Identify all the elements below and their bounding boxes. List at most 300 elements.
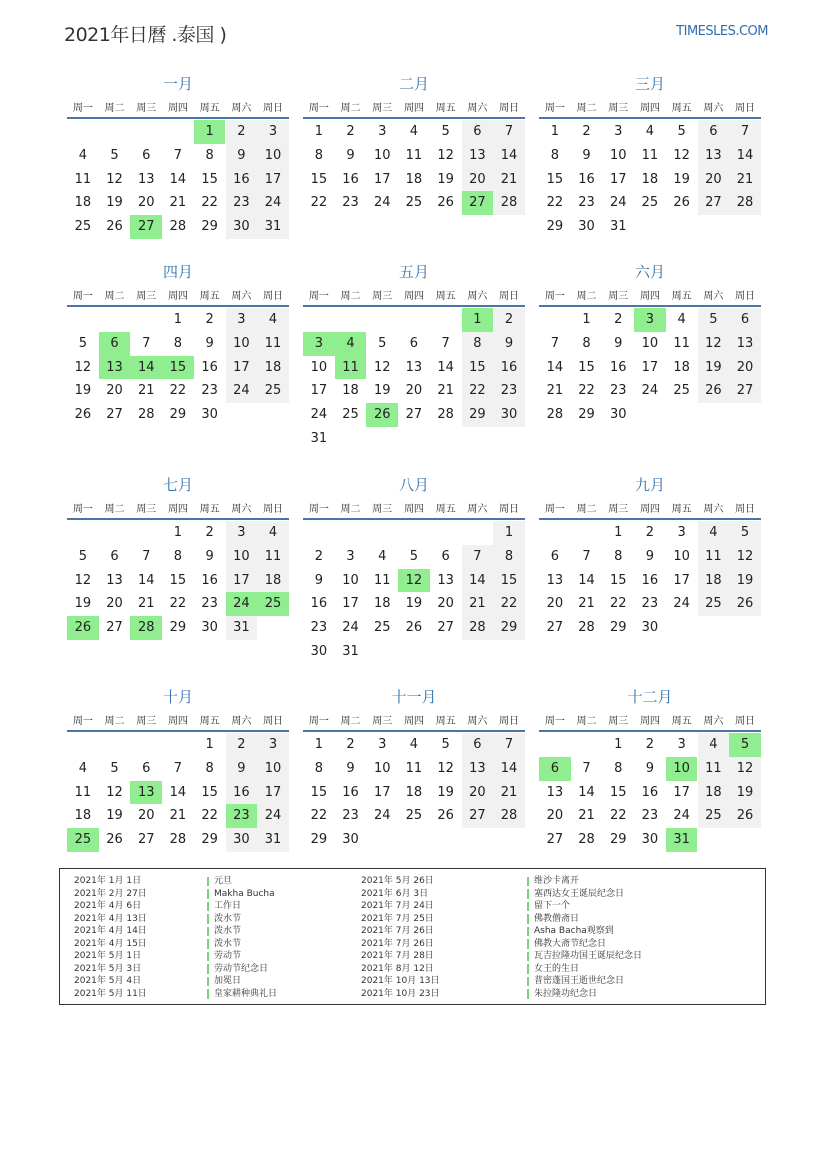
- weekday-label: 周五: [671, 103, 692, 114]
- weekday-label: 周二: [576, 291, 597, 302]
- holiday-day-cell: 25: [67, 828, 99, 852]
- day-cell: 4: [698, 521, 730, 545]
- day-cell: 15: [201, 171, 218, 187]
- day-cell: 2: [226, 120, 258, 144]
- day-cell: 10: [226, 332, 258, 356]
- day-cell: 12: [74, 359, 92, 375]
- weekday-label: 周五: [435, 504, 456, 515]
- day-cell: 22: [609, 808, 627, 824]
- weekday-header: [67, 712, 289, 728]
- weekday-label: 周三: [608, 103, 629, 114]
- legend-holiday-name: 皇家耕种典礼日: [207, 988, 277, 1001]
- day-cell: 1: [582, 312, 591, 327]
- day-cell: 9: [582, 147, 591, 163]
- day-cell: 15: [169, 572, 187, 588]
- day-cell: 23: [342, 195, 359, 211]
- day-cell: 16: [342, 784, 359, 800]
- day-cell: 5: [110, 760, 119, 776]
- day-cell: 13: [698, 144, 730, 168]
- legend-holiday-name: Makha Bucha: [207, 888, 277, 901]
- day-cell: 8: [205, 760, 214, 776]
- day-cell: 2: [346, 124, 355, 139]
- weekday-label: 周一: [544, 504, 565, 515]
- day-cell: 2: [314, 548, 323, 564]
- day-cell: 27: [546, 832, 564, 848]
- header-rule: [539, 518, 761, 520]
- day-cell: 21: [169, 195, 187, 211]
- day-cell: 26: [106, 832, 123, 848]
- day-cell: 4: [378, 548, 387, 564]
- legend-date: 2021年 5月 4日: [74, 976, 142, 986]
- weekday-label: 周日: [735, 716, 756, 727]
- legend-date: 2021年 7月 28日: [361, 951, 434, 961]
- day-cell: 16: [493, 356, 525, 380]
- day-cell: 16: [201, 572, 218, 588]
- weekday-label: 周五: [199, 716, 220, 727]
- day-cell: 20: [546, 808, 564, 824]
- holiday-day-cell: 23: [226, 804, 258, 828]
- day-cell: 30: [201, 407, 218, 423]
- header-rule: [539, 730, 761, 732]
- weekday-label: 周一: [544, 103, 565, 114]
- holiday-day-cell: 3: [634, 308, 666, 332]
- day-cell: 12: [373, 359, 391, 375]
- day-cell: 21: [578, 808, 595, 824]
- day-cell: 20: [405, 383, 423, 399]
- holiday-day-cell: 5: [729, 733, 761, 757]
- day-cell: 12: [698, 332, 730, 356]
- day-cell: 1: [173, 312, 183, 327]
- weekday-header: [67, 500, 289, 516]
- month-name: 六月: [634, 263, 665, 281]
- legend-date: 2021年 8月 12日: [361, 963, 434, 974]
- day-cell: 14: [493, 757, 525, 781]
- day-cell: 20: [106, 383, 123, 399]
- day-cell: 18: [373, 596, 391, 612]
- day-cell: 3: [614, 124, 623, 139]
- weekday-label: 周日: [735, 103, 756, 114]
- weekday-header: [303, 712, 525, 728]
- day-cell: 3: [226, 308, 258, 332]
- month-name: 十一月: [391, 688, 437, 706]
- day-cell: 24: [641, 383, 659, 399]
- day-cell: 18: [405, 171, 423, 187]
- day-cell: 14: [437, 359, 454, 375]
- legend-date: 2021年 4月 6日: [74, 901, 142, 911]
- weekday-label: 周三: [136, 103, 157, 114]
- weekday-label: 周六: [703, 504, 724, 515]
- day-cell: 26: [74, 407, 92, 423]
- day-cell: 4: [78, 147, 87, 163]
- day-cell: 4: [677, 312, 686, 327]
- day-cell: 7: [462, 545, 494, 569]
- day-cell: 21: [137, 596, 155, 612]
- weekday-label: 周日: [735, 504, 756, 515]
- day-cell: 17: [373, 784, 391, 800]
- month-name: 十二月: [627, 688, 673, 706]
- day-cell: 2: [582, 124, 591, 139]
- day-cell: 8: [173, 335, 183, 351]
- day-cell: 4: [698, 733, 730, 757]
- day-cell: 8: [462, 332, 494, 356]
- weekday-label: 周五: [435, 716, 456, 727]
- legend-dates-left: [74, 875, 147, 1000]
- holiday-day-cell: 14: [130, 356, 162, 380]
- day-cell: 14: [729, 144, 761, 168]
- day-cell: 8: [205, 147, 214, 163]
- header-rule: [539, 117, 761, 119]
- day-cell: 21: [137, 383, 155, 399]
- weekday-label: 周二: [576, 103, 597, 114]
- legend-holiday-name: 佛教僧斋日: [527, 913, 642, 926]
- day-cell: 17: [641, 359, 659, 375]
- day-cell: 29: [169, 407, 187, 423]
- day-cell: 16: [641, 784, 659, 800]
- header-rule: [303, 518, 525, 520]
- day-cell: 9: [226, 144, 258, 168]
- weekday-label: 周六: [231, 716, 252, 727]
- month-name: 三月: [634, 75, 665, 93]
- day-cell: 9: [645, 548, 655, 564]
- day-cell: 12: [437, 760, 454, 776]
- day-cell: 17: [226, 356, 258, 380]
- day-cell: 19: [74, 383, 92, 399]
- month-name: 五月: [398, 263, 429, 281]
- weekday-label: 周六: [231, 103, 252, 114]
- weekday-label: 周三: [608, 716, 629, 727]
- weekday-label: 周二: [104, 504, 125, 515]
- day-cell: 29: [493, 616, 525, 640]
- day-cell: 7: [173, 760, 183, 776]
- day-cell: 12: [673, 147, 690, 163]
- day-cell: 5: [409, 548, 419, 564]
- day-cell: 29: [310, 832, 328, 848]
- day-cell: 22: [201, 808, 218, 824]
- month-name: 九月: [634, 476, 665, 494]
- day-cell: 30: [226, 828, 258, 852]
- day-cell: 3: [257, 120, 289, 144]
- day-cell: 16: [609, 359, 627, 375]
- day-cell: 11: [698, 545, 730, 569]
- weekday-label: 周一: [308, 291, 329, 302]
- weekday-label: 周二: [340, 291, 361, 302]
- day-cell: 7: [729, 120, 761, 144]
- day-cell: 14: [578, 572, 595, 588]
- day-cell: 11: [74, 784, 92, 800]
- day-cell: 8: [493, 545, 525, 569]
- holiday-day-cell: 4: [335, 332, 367, 356]
- day-cell: 25: [74, 219, 92, 235]
- day-cell: 25: [342, 407, 359, 423]
- page-title: 2021年日曆 .泰国 ): [64, 24, 227, 46]
- day-cell: 20: [437, 596, 454, 612]
- day-cell: 31: [609, 219, 627, 235]
- day-cell: 30: [201, 620, 218, 636]
- day-cell: 5: [729, 521, 761, 545]
- day-cell: 22: [169, 383, 187, 399]
- day-cell: 1: [314, 737, 323, 752]
- legend-date: 2021年 6月 3日: [361, 888, 429, 899]
- day-cell: 26: [729, 804, 761, 828]
- day-cell: 23: [493, 379, 525, 403]
- weekday-label: 周四: [403, 103, 424, 114]
- weekday-label: 周六: [231, 291, 252, 302]
- day-cell: 27: [698, 191, 730, 215]
- day-cell: 28: [137, 407, 155, 423]
- day-cell: 10: [342, 572, 359, 588]
- holiday-day-cell: 28: [130, 616, 162, 640]
- day-cell: 24: [673, 596, 690, 612]
- day-cell: 15: [201, 784, 218, 800]
- header-rule: [303, 305, 525, 307]
- day-cell: 20: [462, 168, 494, 192]
- day-cell: 30: [226, 215, 258, 239]
- weekday-label: 周一: [308, 504, 329, 515]
- day-cell: 6: [550, 548, 559, 564]
- weekday-label: 周日: [263, 504, 284, 515]
- holiday-day-cell: 6: [539, 757, 571, 781]
- day-cell: 14: [137, 572, 155, 588]
- legend-holiday-name: 劳动节: [207, 950, 277, 963]
- holiday-day-cell: 31: [666, 828, 698, 852]
- day-cell: 11: [673, 335, 690, 351]
- month-name: 二月: [398, 75, 429, 93]
- weekday-header: [539, 712, 761, 728]
- day-cell: 22: [462, 379, 494, 403]
- day-cell: 7: [550, 335, 559, 351]
- day-cell: 4: [409, 737, 419, 752]
- day-cell: 2: [226, 733, 258, 757]
- brand-link[interactable]: TIMESLES.COM: [676, 24, 768, 39]
- legend-holiday-name: 加冕日: [207, 975, 277, 988]
- day-cell: 8: [582, 335, 591, 351]
- weekday-label: 周三: [608, 504, 629, 515]
- day-cell: 29: [169, 620, 187, 636]
- day-cell: 29: [462, 403, 494, 427]
- day-cell: 28: [169, 832, 187, 848]
- day-cell: 6: [462, 733, 494, 757]
- day-cell: 26: [437, 195, 454, 211]
- day-cell: 31: [257, 828, 289, 852]
- holiday-day-cell: 27: [462, 191, 494, 215]
- day-cell: 5: [698, 308, 730, 332]
- day-cell: 15: [578, 359, 595, 375]
- day-cell: 16: [201, 359, 218, 375]
- legend-date: 2021年 5月 11日: [74, 988, 147, 999]
- day-cell: 21: [546, 383, 564, 399]
- day-cell: 13: [462, 144, 494, 168]
- weekday-label: 周二: [104, 103, 125, 114]
- day-cell: 4: [78, 760, 87, 776]
- weekday-header: [539, 500, 761, 516]
- day-cell: 9: [205, 548, 214, 564]
- holiday-day-cell: 26: [67, 616, 99, 640]
- day-cell: 25: [405, 808, 423, 824]
- holiday-day-cell: 26: [366, 403, 398, 427]
- day-cell: 1: [550, 124, 559, 139]
- day-cell: 12: [729, 757, 761, 781]
- weekday-label: 周日: [263, 716, 284, 727]
- day-cell: 5: [441, 124, 450, 139]
- legend-date: 2021年 4月 15日: [74, 938, 147, 949]
- weekday-label: 周六: [467, 716, 488, 727]
- day-cell: 19: [373, 383, 391, 399]
- weekday-label: 周一: [308, 103, 329, 114]
- weekday-header: [539, 99, 761, 115]
- day-cell: 1: [614, 737, 623, 752]
- month-name: 十月: [162, 688, 193, 706]
- day-cell: 17: [310, 383, 328, 399]
- day-cell: 11: [373, 572, 391, 588]
- day-cell: 18: [74, 808, 92, 824]
- weekday-label: 周日: [735, 291, 756, 302]
- day-cell: 30: [578, 219, 595, 235]
- legend-date: 2021年 7月 24日: [361, 901, 434, 911]
- day-cell: 28: [546, 407, 564, 423]
- legend-holiday-name: 元旦: [207, 875, 277, 888]
- legend-holiday-name: 工作日: [207, 900, 277, 913]
- weekday-label: 周四: [639, 716, 660, 727]
- day-cell: 2: [645, 525, 655, 540]
- holiday-day-cell: 11: [335, 356, 367, 380]
- weekday-label: 周一: [544, 716, 565, 727]
- day-cell: 12: [437, 147, 454, 163]
- day-cell: 8: [614, 548, 623, 564]
- day-cell: 24: [673, 808, 690, 824]
- header-rule: [67, 730, 289, 732]
- day-cell: 14: [578, 784, 595, 800]
- weekday-label: 周五: [671, 291, 692, 302]
- weekday-label: 周一: [72, 504, 93, 515]
- day-cell: 3: [378, 737, 387, 752]
- day-cell: 5: [78, 335, 87, 351]
- day-cell: 14: [493, 144, 525, 168]
- day-cell: 30: [641, 832, 659, 848]
- day-cell: 21: [578, 596, 595, 612]
- day-cell: 9: [645, 760, 655, 776]
- weekday-label: 周六: [703, 291, 724, 302]
- day-cell: 10: [641, 335, 659, 351]
- weekday-label: 周日: [499, 504, 520, 515]
- day-cell: 17: [342, 596, 359, 612]
- day-cell: 11: [257, 332, 289, 356]
- month-name: 四月: [162, 263, 193, 281]
- weekday-label: 周二: [340, 716, 361, 727]
- day-cell: 17: [226, 569, 258, 593]
- header-rule: [67, 518, 289, 520]
- legend-holiday-name: 留下一个: [527, 900, 642, 913]
- legend-date: 2021年 7月 26日: [361, 926, 434, 936]
- day-cell: 26: [673, 195, 690, 211]
- weekday-label: 周一: [72, 291, 93, 302]
- weekday-label: 周四: [167, 504, 188, 515]
- day-cell: 23: [201, 383, 218, 399]
- weekday-label: 周三: [372, 716, 393, 727]
- legend-holiday-name: 泼水节: [207, 938, 277, 951]
- weekday-label: 周日: [263, 291, 284, 302]
- day-cell: 7: [582, 760, 591, 776]
- day-cell: 2: [346, 737, 355, 752]
- month-name: 一月: [162, 75, 193, 93]
- day-cell: 17: [373, 171, 391, 187]
- weekday-label: 周日: [499, 291, 520, 302]
- day-cell: 14: [169, 784, 187, 800]
- day-cell: 7: [493, 733, 525, 757]
- legend-holiday-name: 维沙卡离开: [527, 875, 642, 888]
- day-cell: 21: [169, 808, 187, 824]
- day-cell: 16: [226, 781, 258, 805]
- weekday-label: 周五: [199, 291, 220, 302]
- holiday-day-cell: 1: [194, 120, 226, 144]
- day-cell: 30: [310, 644, 328, 659]
- day-cell: 20: [137, 195, 155, 211]
- holiday-day-cell: 1: [462, 308, 494, 332]
- day-cell: 28: [437, 407, 454, 423]
- day-cell: 17: [673, 572, 690, 588]
- day-cell: 23: [310, 620, 328, 636]
- day-cell: 11: [405, 760, 423, 776]
- day-cell: 25: [641, 195, 659, 211]
- header-rule: [539, 305, 761, 307]
- day-cell: 28: [578, 620, 595, 636]
- day-cell: 13: [729, 332, 761, 356]
- day-cell: 31: [310, 431, 328, 446]
- weekday-label: 周五: [671, 504, 692, 515]
- day-cell: 20: [462, 781, 494, 805]
- day-cell: 6: [441, 548, 450, 564]
- day-cell: 18: [257, 356, 289, 380]
- month-name: 八月: [398, 476, 429, 494]
- day-cell: 14: [462, 569, 494, 593]
- day-cell: 24: [226, 379, 258, 403]
- day-cell: 8: [550, 147, 559, 163]
- legend-holiday-name: 泼水节: [207, 913, 277, 926]
- weekday-label: 周六: [467, 103, 488, 114]
- day-cell: 4: [257, 521, 289, 545]
- day-cell: 7: [142, 335, 151, 351]
- day-cell: 15: [493, 569, 525, 593]
- day-cell: 9: [346, 760, 355, 776]
- legend-holiday-name: 女王的生日: [527, 963, 642, 976]
- legend-date: 2021年 4月 13日: [74, 913, 147, 924]
- day-cell: 23: [201, 596, 218, 612]
- day-cell: 5: [110, 147, 119, 163]
- weekday-header: [303, 500, 525, 516]
- day-cell: 29: [609, 620, 627, 636]
- day-cell: 18: [342, 383, 359, 399]
- day-cell: 4: [645, 124, 655, 139]
- day-cell: 26: [106, 219, 123, 235]
- day-cell: 13: [546, 572, 564, 588]
- weekday-label: 周六: [467, 291, 488, 302]
- day-cell: 13: [462, 757, 494, 781]
- weekday-label: 周四: [403, 291, 424, 302]
- day-cell: 1: [314, 124, 323, 139]
- header-rule: [67, 117, 289, 119]
- day-cell: 12: [106, 171, 123, 187]
- weekday-label: 周四: [639, 103, 660, 114]
- day-cell: 19: [729, 781, 761, 805]
- day-cell: 19: [106, 195, 123, 211]
- weekday-label: 周五: [199, 504, 220, 515]
- day-cell: 28: [169, 219, 187, 235]
- day-cell: 28: [578, 832, 595, 848]
- day-cell: 6: [110, 548, 119, 564]
- day-cell: 18: [257, 569, 289, 593]
- legend-date: 2021年 10月 23日: [361, 988, 440, 999]
- day-cell: 21: [493, 781, 525, 805]
- day-cell: 26: [405, 620, 423, 636]
